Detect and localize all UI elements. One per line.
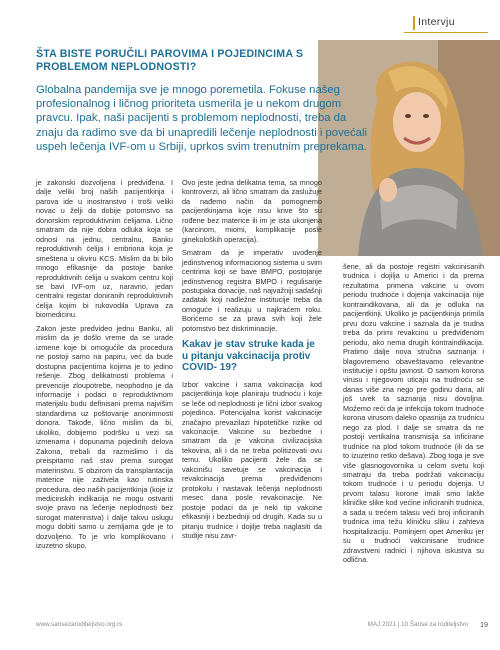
- text-column-2: [182, 178, 322, 540]
- section-rule: [413, 16, 415, 30]
- paragraph: Izbor vakcine i sama vakcinacija kod pacijentkinja koje planiraju trudnoću i koje se leče od neplodnosti je lični izbor svakog pojedinca. Potencijalna korist vakcinacije značajno prevazilazi hipotetičke rizike od vakcinacije. Vakcine su bezbedne i smatram da je vakcina civilizacijska tekovina, ali i da ne treba politizovati ovu temu. Ukoliko pacijenti žele da se vakcinišu savetuje se vakcinacija i revakcinacija prema predviđenom protokolu i nastavak lečenja neplodnosti mesec dana posle revakcinacije. Ne postoje podaci da je neki tip vakcine efikasniji i bezbedniji od drugih. Kada su u pitanju trudnice i dojilje treba naglasiti da studije nisu zavr-: [182, 379, 322, 540]
- paragraph: šene, ali da postoje registri vakcinisanih trudnica i dojilja u Americi i da prema rezultatima primena vakcine u ovom periodu trudnoće i dojenja vakcinacija nije kontraindikovana, ali da je odluka na pacijentkinji. Ukoliko je pacijentkinja primila prvu dozu vakcine i saznala da je trudna treba da primi revakcinu u predviđenom periodu, ako nema drugih kontraindikacija. Pratimo dalje nova stručna saznanja i blagovremeno obaveštavamo relevantne institucije i opštu javnost. O samom korona virusu i njegovom uticaju na trudnoću se danas više zna nego pre godinu dana, ali još uvek ta saznanja nisu dovoljna. Možemo reći da je infekcija tokom trudnoće korona virusom daleko opasnija za trudnicu nego za plod. I dalje se smatra da ne postoji vertikalna transmisija sa inficirane trudnice na plod tokom trudnoće (ili da se to izuzetno retko dešava). Zbog toga je sve više glasnogovornika u celom svetu koji smatraju da treba podržati vakcinaciju tokom trudnoće i u periodu dojenja. U prvom talasu korone imali smo lakše kliničke slike kod većine inficiranih trudnica, a sada u trećem talasu veći broj inficiranih trudnica ima težu kliničku sliku i zahteva hospitalizaciju. Pominjem opet Ameriku jer su u trudnoći vakcinisane trudnice zdravstveni radnici i njihova iskustva su odlična.: [343, 262, 484, 565]
- lead-paragraph: Globalna pandemija sve je mnogo poremetila. Fokuse našeg profesionalnog i ličnog prioriteta usmerila je u nekom drugom pravcu. Ipak, naši pacijenti s problemom neplodnosti, treba da znaju da radimo sve da bi unapredili lečenje neplodnosti i povećali uspeh lečenja IVF-om u Srbiji, uprkos svim trenutnim preprekama.: [36, 84, 367, 153]
- paragraph: Smatram da je imperativ uvođenje jedinstvenog informacionog sistema u svim centrima koji se bave BMPO, postojanje jedinstvenog registra BMPO i regulisanje postupaka donacije, naš najvažniji sadašnji zadatak koji nadležne institucije treba da omoguće i realizuju u najkraćem roku. Borićemo se za prava svih koji žele potomstvo bez diskriminacije.: [182, 248, 322, 333]
- subheading: Kakav je stav struke kada je u pitanju vakcinacija protiv COVID- 19?: [182, 339, 315, 374]
- section-label: Intervju: [418, 16, 455, 28]
- paragraph: Zakon jeste predvideo jednu Banku, ali mislim da je došlo vreme da se urade izmene koje bi omogućile da procedura ne postoji samo na papiru, već da bude dostupna pacijentima kojima je to jedino rešenje. Zbog delikatnosti problema i prevencije zloupotrebe, neophodno je da informacije i podaci o reproduktivnom materijalu budu definisani prema najvišim standardima uz poštovanje anonimnosti donora. Takođe, lično mislim da bi, ukoliko, dobijemo podršku u vezi sa izmenama i dopunama pojedinih delova Zakona, trebali da razmislimo i da preispitamo naš stav prema surogat materinstvu. S obzirom da transplantacija materice nije zaživela kao rutinska procedura, deo naših pacijentkinja (koje iz medicinskih indikacija ne mogu ostvariti svoje pravo na lečenje neplodnosti bez surogat materinstva) i dalje takvu uslugu mogu dobiti samo u zemljama gde je to dozvoljeno. To je vrlo komplikovano i izuzetno skupo.: [36, 323, 173, 551]
- paragraph: Ovo jeste jedna delikatna tema, sa mnogo kontroverzi, ali lično smatram da zaslužuje da nađemo način da pomognemo pacijentkinjama koje nisu krive što su rođene bez materice ili im je ista ukonjena (karcinom, miomi, komplikacije posle ginekoloških operacija).: [182, 178, 322, 244]
- header-divider: [404, 32, 488, 33]
- question-heading: ŠTA BISTE PORUČILI PAROVIMA I POJEDINCIMA S PROBLEMOM NEPLODNOSTI?: [36, 48, 304, 73]
- footer-issue: MAJ 2021 | 10 Šanse za roditeljstvo: [367, 621, 468, 628]
- section-tag: [418, 16, 488, 30]
- page-footer: [36, 621, 488, 633]
- paragraph: je zakonski dozvoljena i predviđena. I dalje veliki broj naših pacijentkinja i parova ide u inostranstvo i troši veliki novac u želji da dobije potomstvo sa donorskim reproduktivnim ćelijama. Lično smatram da nije dobra odluka koja se odnosi na jednu, centralnu, Banku reproduktivnih ćelija i embriona koja je smeštena u okviru KCS. Mislim da bi bilo mnogo efikasnije da postoje banke reproduktivnih ćelija u svakom centru koji se bavi IVF-om uz, naravno, jedan centralni registar doniranih reproduktivnih ćelija kojim bi rukovodila Uprava za biomedicinu.: [36, 178, 173, 320]
- footer-url[interactable]: www.sansezaroditeljstvo.org.rs: [36, 621, 123, 628]
- text-column-1: [36, 178, 173, 551]
- text-column-3: [343, 262, 484, 565]
- page-number: 19: [480, 620, 488, 629]
